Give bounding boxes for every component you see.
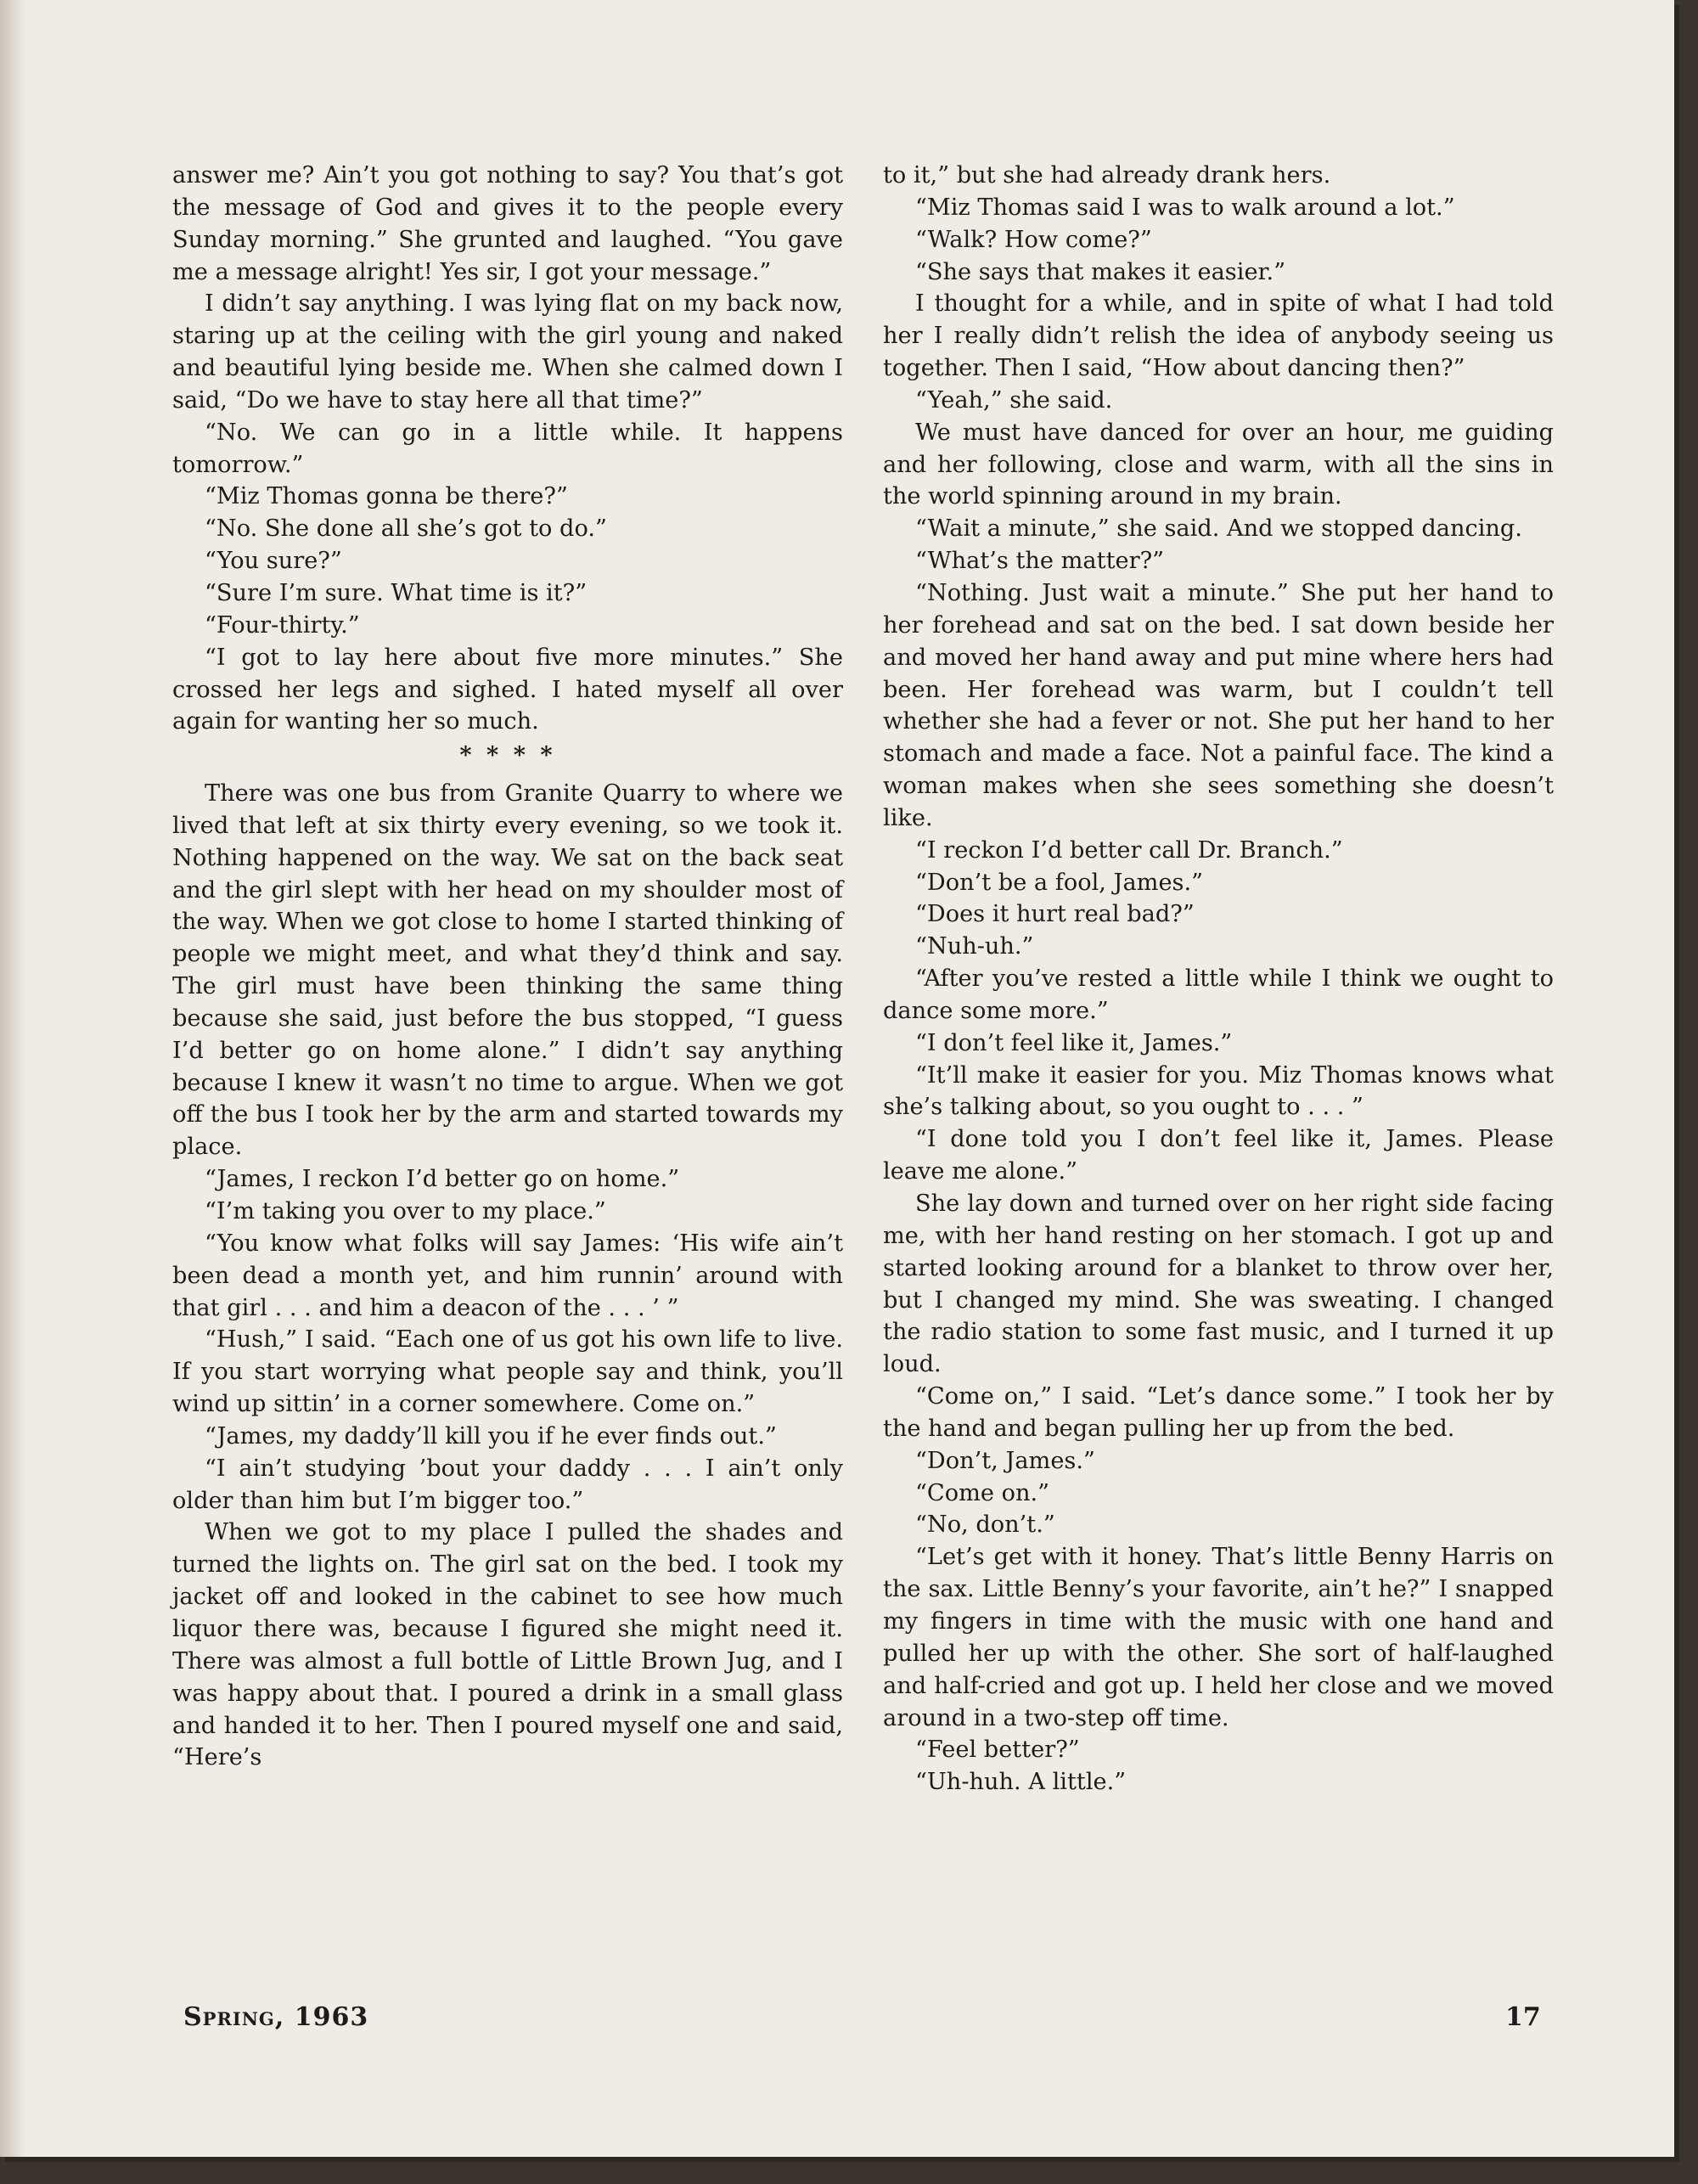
paragraph: When we got to my place I pulled the shades and turned the lights on. The girl sat on the bed. I took my jacket off and looked in the cabinet to see how much liquor there was, because I figured she might need it. There was almost a full bottle of Little Brown Jug, and I was happy about that. I poured a drink in a small glass and handed it to her. Then I poured myself one and said, “Here’s [172, 1519, 843, 1771]
paragraph: “Nothing. Just wait a minute.” She put her hand to her forehead and sat on the bed. I sat down beside her and moved her hand away and put mine where hers had been. Her forehead was warm, but I couldn’t tell whether she had a fever or not. She put her hand to her stomach and made a face. Not a painful face. The kind a woman makes when she sees something she doesn’t like. [883, 579, 1554, 831]
paragraph: “You sure?” [205, 548, 342, 575]
paragraph: We must have danced for over an hour, me guiding and her following, close and warm, with all the sins in the world spinning around in my brain. [883, 419, 1554, 510]
paragraph: “I got to lay here about five more minutes.” She crossed her legs and sighed. I hated myself all over again for wanting her so much. [172, 644, 843, 735]
paragraph: “James, my daddy’ll kill you if he ever finds out.” [205, 1422, 777, 1449]
paragraph: “Four-thirty.” [205, 611, 360, 639]
paragraph: “You know what folks will say James: ‘His wife ain’t been dead a month yet, and him runnin’ around with that girl . . . and him a deacon of the . . . ’ ” [172, 1230, 843, 1321]
paragraph: “James, I reckon I’d better go on home.” [205, 1166, 680, 1193]
paragraph: to it,” but she had already drank hers. [883, 162, 1331, 189]
paragraph: “Nuh-uh.” [915, 933, 1034, 960]
paragraph: “Miz Thomas said I was to walk around a lot.” [915, 194, 1455, 221]
paragraph: “Let’s get with it honey. That’s little Benny Harris on the sax. Little Benny’s your favorite, ain’t he?” I snapped my fingers in time with the music with one hand and pulled her up with the other. She sort of half-laughed and half-cried and got up. I held her close and we moved around in a two-step off time. [883, 1544, 1554, 1731]
paragraph: “Walk? How come?” [915, 226, 1152, 253]
section-separator: * * * * [459, 741, 556, 769]
paragraph: I didn’t say anything. I was lying flat on my back now, staring up at the ceiling with the girl young and naked and beautiful lying beside me. When she calmed down I said, “Do we have to stay here all that time?” [172, 290, 843, 414]
right-text-column [883, 160, 1554, 1798]
paragraph: I thought for a while, and in spite of what I had told her I really didn’t relish the idea of anybody seeing us together. Then I said, “How about dancing then?” [883, 290, 1554, 382]
page-number: 17 [1505, 2002, 1541, 2032]
paragraph: “I don’t feel like it, James.” [915, 1029, 1233, 1056]
paragraph: “No, don’t.” [915, 1511, 1055, 1539]
paragraph: “I’m taking you over to my place.” [205, 1198, 606, 1224]
paragraph: “Feel better?” [915, 1737, 1080, 1764]
paragraph: She lay down and turned over on her right side facing me, with her hand resting on her stomach. I got up and started looking around for a blanket to throw over her, but I changed my mind. She was sweating. I changed the radio station to some fast music, and I turned it up loud. [883, 1191, 1554, 1378]
paragraph: “Don’t be a fool, James.” [915, 869, 1204, 896]
paragraph: “Does it hurt real bad?” [915, 901, 1195, 928]
paragraph: “Hush,” I said. “Each one of us got his own life to live. If you start worrying what people say and think, you’ll wind up sittin’ in a corner somewhere. Come on.” [172, 1326, 843, 1418]
paragraph: “Sure I’m sure. What time is it?” [205, 579, 588, 606]
paragraph: There was one bus from Granite Quarry to where we lived that left at six thirty every evening, so we took it. Nothing happened on the way. We sat on the back seat and the girl slept with her head on my shoulder most of the way. When we got close to home I started thinking of people we might meet, and what they’d think and say. The girl must have been thinking the same thing because she said, just before the bus stopped, “I guess I’d better go on home alone.” I didn’t say anything because I knew it wasn’t no time to argue. When we got off the bus I took her by the arm and started towards my place. [172, 780, 843, 1161]
left-text-column [172, 160, 843, 1774]
paragraph: “What’s the matter?” [915, 548, 1165, 575]
paragraph: “I done told you I don’t feel like it, James. Please leave me alone.” [883, 1126, 1554, 1185]
issue-date: Spring, 1963 [183, 2002, 369, 2032]
paragraph: “No. She done all she’s got to do.” [205, 515, 607, 543]
paragraph: “Miz Thomas gonna be there?” [205, 483, 568, 510]
paragraph: “Uh-huh. A little.” [915, 1769, 1127, 1796]
paragraph: “After you’ve rested a little while I think we ought to dance some more.” [883, 965, 1554, 1024]
paragraph: “Come on,” I said. “Let’s dance some.” I took her by the hand and began pulling her up from the bed. [883, 1383, 1554, 1442]
paragraph: “I ain’t studying ’bout your daddy . . . I ain’t only older than him but I’m bigger too.” [172, 1455, 843, 1514]
page-spine-shadow [0, 0, 25, 2157]
paragraph: “Yeah,” she said. [915, 386, 1113, 414]
paragraph: “Come on.” [915, 1479, 1050, 1506]
paragraph: “She says that makes it easier.” [915, 258, 1286, 285]
paragraph: “Wait a minute,” she said. And we stopped dancing. [915, 515, 1522, 543]
paragraph: “I reckon I’d better call Dr. Branch.” [915, 836, 1343, 864]
paragraph: “No. We can go in a little while. It happens tomorrow.” [172, 419, 843, 478]
paragraph: “It’ll make it easier for you. Miz Thomas knows what she’s talking about, so you ought to . . . ” [883, 1061, 1554, 1121]
paragraph: answer me? Ain’t you got nothing to say? You that’s got the message of God and gives it to the people every Sunday morning.” She grunted and laughed. “You gave me a message alright! Yes sir, I got your message.” [172, 162, 843, 285]
paragraph: “Don’t, James.” [915, 1447, 1095, 1474]
